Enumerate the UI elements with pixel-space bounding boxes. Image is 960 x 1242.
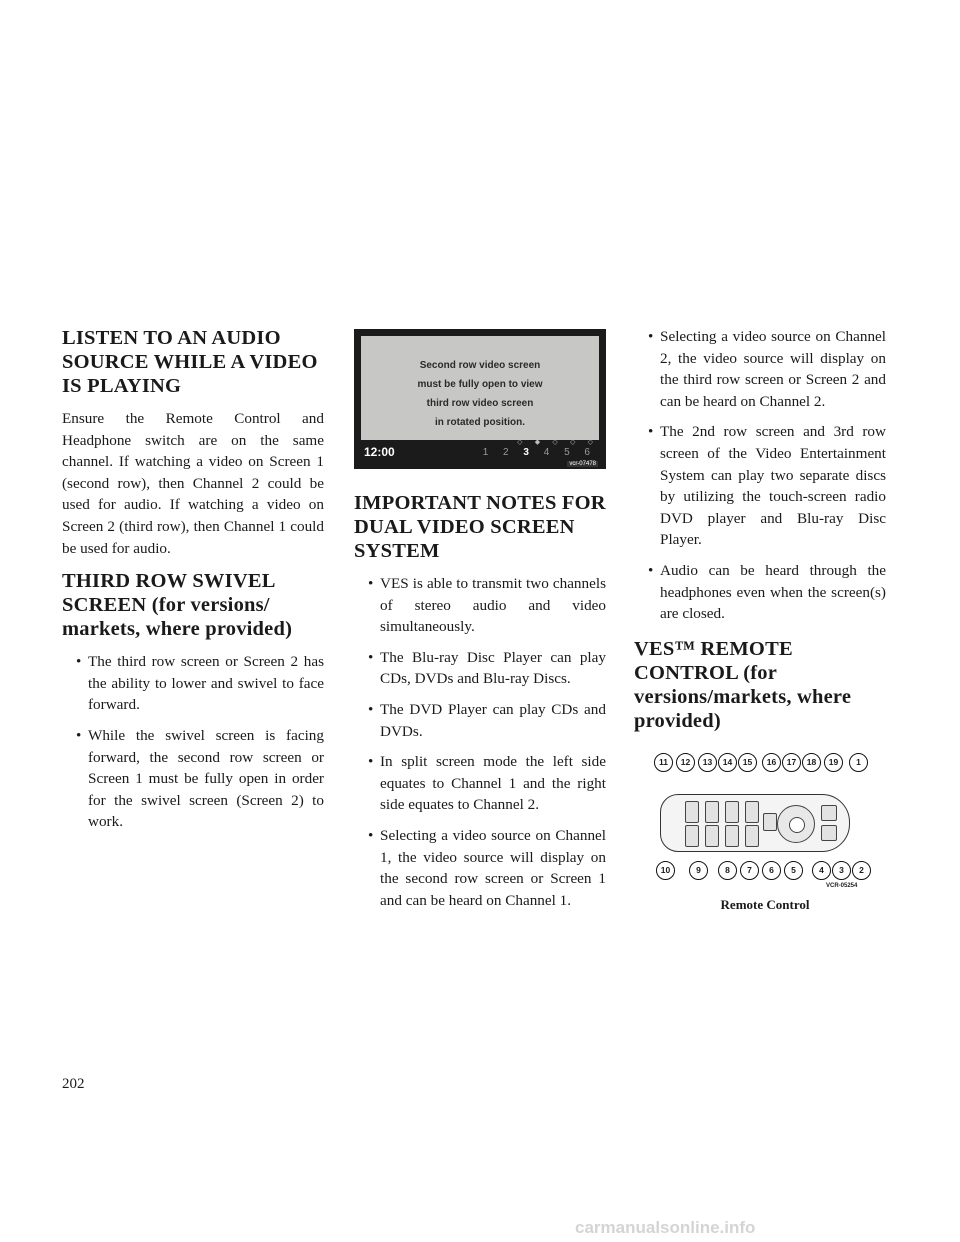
bullet-icon: • [76, 726, 82, 744]
figure-code: VCR-05254 [826, 882, 858, 889]
bullet-icon: • [368, 648, 374, 666]
remote-button-icon [685, 825, 699, 847]
bullet-icon: • [648, 561, 654, 579]
screen-message-panel [361, 336, 599, 440]
heading-third-row-sub: (for versions/ markets, where provided) [62, 594, 293, 641]
bullet-icon: • [76, 653, 82, 671]
heading-listen-audio: LISTEN TO AN AUDIO SOURCE WHILE A VIDEO IS PLAYING [62, 327, 318, 397]
list-item: • Selecting a video source on Channel 1, the video source will display on the second row screen or Screen 1 and can be heard on Channel 1. [368, 826, 606, 909]
active-channel: 3 [523, 447, 535, 458]
list-item: • The DVD Player can play CDs and DVDs. [368, 700, 606, 740]
callout-number: 17 [782, 753, 801, 772]
callout-number: 5 [784, 861, 803, 880]
remote-button-icon [821, 805, 837, 821]
list-item: • While the swivel screen is facing forward, the second row screen or Screen 1 must be fully open in order for the swivel screen (Screen 2) to work. [76, 726, 324, 831]
callout-number: 14 [718, 753, 737, 772]
remote-button-icon [763, 813, 777, 831]
bullet-icon: • [648, 328, 654, 345]
remote-button-icon [705, 825, 719, 847]
screen-clock: 12:00 [364, 445, 395, 459]
list-item: • The 2nd row screen and 3rd row screen of the Video Entertainment System can play two separate discs by utilizing the touch-screen radio DVD player and Blu-ray Disc Player. [648, 423, 886, 549]
watermark: carmanualsonline.info [575, 1218, 756, 1237]
remote-button-icon [685, 801, 699, 823]
callout-number: 7 [740, 861, 759, 880]
heading-important-notes: IMPORTANT NOTES FOR DUAL VIDEO SCREEN SYSTEM [354, 492, 606, 562]
heading-third-row-swivel [62, 569, 324, 641]
bullet-icon: • [368, 753, 374, 771]
bullet-icon: • [368, 700, 374, 718]
remote-button-icon [705, 801, 719, 823]
callout-number: 8 [718, 861, 737, 880]
heading-remote-sub: (for versions/markets, where provided) [634, 661, 852, 732]
channel-indicator-icons: ◇ ◆ ◇ ◇ ◇ [517, 438, 598, 446]
remote-enter-icon [789, 817, 805, 833]
screen-message-line: in rotated position. [435, 417, 525, 428]
list-item: • Audio can be heard through the headphones even when the screen(s) are closed. [648, 561, 886, 623]
channel-numbers: 1 2 3 4 5 6 [482, 447, 596, 458]
callout-number: 16 [762, 753, 781, 772]
page-number: 202 [62, 1076, 85, 1092]
callout-number: 18 [802, 753, 821, 772]
callout-number: 15 [738, 753, 757, 772]
paragraph-listen-audio: Ensure the Remote Control and Headphone switch are on the same channel. If watching a video on Screen 1 (second row), then Channel 2 could be used for audio. If watching a video on Screen 2 (third row), then Channel 1 could be used for audio. [62, 410, 324, 557]
figure-caption: Remote Control [720, 896, 810, 912]
callout-number: 13 [698, 753, 717, 772]
bullet-icon: • [648, 423, 654, 441]
heading-remote-main: VES™ REMOTE CONTROL [634, 637, 793, 684]
right-column [634, 326, 886, 913]
remote-button-icon [725, 825, 739, 847]
callout-number: 4 [812, 861, 831, 880]
notes-bullets [354, 573, 606, 911]
screen-message-line: must be fully open to view [417, 379, 543, 390]
list-item: • The Blu-ray Disc Player can play CDs, DVDs and Blu-ray Discs. [368, 648, 606, 688]
callout-number: 6 [762, 861, 781, 880]
remote-button-icon [745, 801, 759, 823]
callout-number: 9 [689, 861, 708, 880]
screen-message-line: Second row video screen [419, 360, 541, 371]
channel-bullets [634, 326, 886, 625]
list-item: • The third row screen or Screen 2 has the ability to lower and swivel to face forward. [76, 653, 324, 714]
heading-third-row-main: THIRD ROW SWIVEL SCREEN [62, 570, 275, 617]
remote-dpad-icon [777, 805, 815, 843]
callout-number: 2 [852, 861, 871, 880]
callout-number: 11 [654, 753, 673, 772]
bullet-icon: • [368, 575, 374, 592]
swivel-bullets [62, 651, 324, 833]
middle-column [354, 326, 606, 923]
screen-message-line: third row video screen [426, 398, 534, 409]
bullet-icon: • [368, 826, 374, 844]
remote-control-figure [634, 745, 886, 895]
remote-button-icon [745, 825, 759, 847]
remote-button-icon [821, 825, 837, 841]
list-item: • In split screen mode the left side equates to Channel 1 and the right side equates to Channel 2. [368, 753, 606, 814]
list-item: • Selecting a video source on Channel 2, the video source will display on the third row screen or Screen 2 and can be heard on Channel 2. [648, 328, 886, 410]
list-item: • VES is able to transmit two channels of stereo audio and video simultaneously. [368, 575, 606, 636]
screen-message-figure [354, 329, 606, 469]
callout-number: 12 [676, 753, 695, 772]
remote-button-icon [725, 801, 739, 823]
remote-control-icon [660, 794, 850, 852]
callout-number: 3 [832, 861, 851, 880]
callout-number: 10 [656, 861, 675, 880]
left-column [62, 326, 324, 845]
figure-code: vcr-07478 [569, 461, 596, 467]
heading-remote-control [634, 637, 886, 733]
callout-number: 19 [824, 753, 843, 772]
callout-number: 1 [849, 753, 868, 772]
